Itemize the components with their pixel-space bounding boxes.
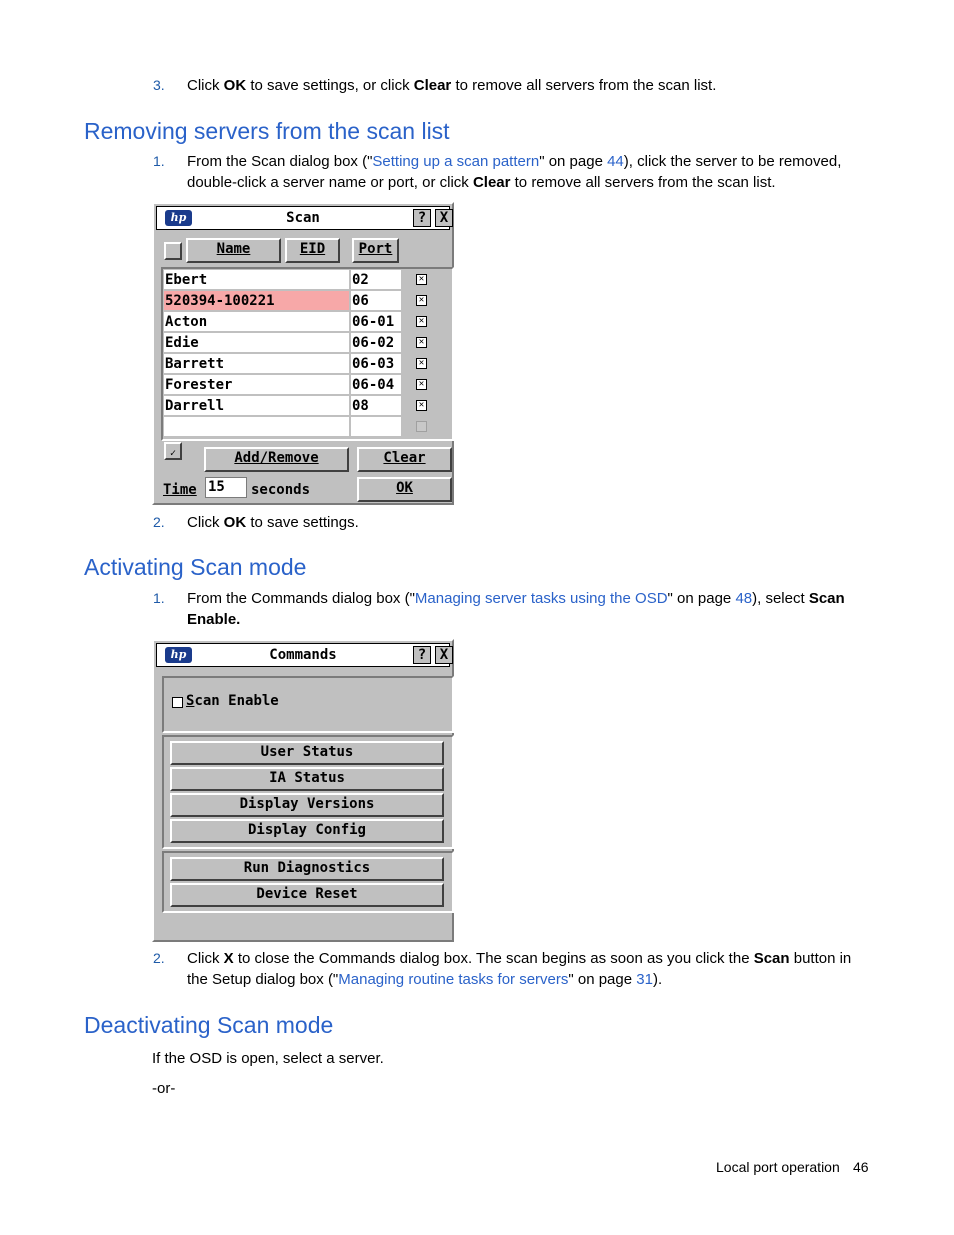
- server-port-cell[interactable]: 06: [351, 291, 401, 311]
- server-name-cell[interactable]: 520394-100221: [164, 291, 350, 311]
- scan-checkbox[interactable]: ✕: [416, 358, 427, 369]
- dialog-title: Commands: [269, 647, 337, 663]
- seconds-label: seconds: [251, 482, 311, 498]
- server-port-cell[interactable]: 06-02: [351, 333, 401, 353]
- table-row[interactable]: [163, 270, 452, 290]
- step-text: [187, 151, 867, 193]
- time-input[interactable]: 15: [205, 477, 247, 498]
- sort-name-button[interactable]: Name: [186, 238, 281, 263]
- step-text: [187, 512, 867, 533]
- text: ).: [652, 971, 663, 988]
- title-bar: [156, 206, 450, 230]
- scan-checkbox[interactable]: ✕: [416, 316, 427, 327]
- step-text: [187, 75, 867, 96]
- time-label: Time: [163, 482, 197, 498]
- help-button[interactable]: ?: [413, 209, 431, 227]
- sort-eid-button[interactable]: EID: [285, 238, 340, 263]
- scan-checkbox[interactable]: ✕: [416, 295, 427, 306]
- server-name-cell[interactable]: Darrell: [164, 396, 350, 416]
- text: to remove all servers from the scan list.: [510, 174, 776, 191]
- step-number: 2.: [153, 950, 165, 966]
- footer-label: Local port operation: [716, 1159, 840, 1175]
- step-text: [187, 948, 867, 990]
- server-name-cell[interactable]: [164, 417, 350, 437]
- status-group: [162, 735, 454, 849]
- text: Click: [187, 950, 224, 967]
- table-row[interactable]: [163, 312, 452, 332]
- title-bar: [156, 643, 450, 667]
- scan-enable-term: Scan Enable.: [187, 590, 845, 628]
- link-managing-server-tasks[interactable]: Managing server tasks using the OSD: [414, 590, 668, 607]
- text: Click: [187, 77, 224, 94]
- scan-dialog: [152, 202, 454, 505]
- device-reset-button[interactable]: Device Reset: [170, 883, 444, 907]
- step-text: [187, 588, 867, 630]
- server-name-cell[interactable]: Barrett: [164, 354, 350, 374]
- scan-enable-group: [162, 676, 454, 733]
- ok-term: OK: [223, 514, 247, 531]
- server-port-cell[interactable]: 08: [351, 396, 401, 416]
- link-page[interactable]: 48: [735, 590, 753, 607]
- text: to remove all servers from the scan list.: [451, 77, 717, 94]
- server-port-cell[interactable]: 02: [351, 270, 401, 290]
- clear-button[interactable]: Clear: [357, 447, 452, 472]
- scan-checkbox[interactable]: [416, 421, 427, 432]
- server-name-cell[interactable]: Edie: [164, 333, 350, 353]
- ok-button[interactable]: OK: [357, 477, 452, 502]
- user-status-button[interactable]: User Status: [170, 741, 444, 765]
- page-number: 46: [853, 1159, 869, 1175]
- server-port-cell[interactable]: 06-01: [351, 312, 401, 332]
- server-port-cell[interactable]: 06-03: [351, 354, 401, 374]
- paragraph: If the OSD is open, select a server.: [152, 1050, 384, 1067]
- server-port-cell[interactable]: [351, 417, 401, 437]
- text: Click: [187, 514, 224, 531]
- dialog-title: Scan: [286, 210, 320, 226]
- text: to save settings.: [246, 514, 359, 531]
- scan-checkbox[interactable]: ✕: [416, 274, 427, 285]
- server-port-cell[interactable]: 06-04: [351, 375, 401, 395]
- run-diagnostics-button[interactable]: Run Diagnostics: [170, 857, 444, 881]
- table-row[interactable]: [163, 291, 452, 311]
- table-row[interactable]: [163, 333, 452, 353]
- step-number: 3.: [153, 77, 165, 93]
- help-button[interactable]: ?: [413, 646, 431, 664]
- scan-enable-label[interactable]: Scan Enable: [186, 693, 279, 709]
- step-number: 2.: [153, 514, 165, 530]
- scan-checkbox[interactable]: ✕: [416, 379, 427, 390]
- step-number: 1.: [153, 590, 165, 606]
- link-managing-routine-tasks[interactable]: Managing routine tasks for servers: [338, 971, 569, 988]
- link-page[interactable]: 31: [636, 971, 653, 988]
- text: " on page: [667, 590, 736, 607]
- text: button in the Setup dialog box (": [187, 950, 852, 988]
- link-scan-pattern[interactable]: Setting up a scan pattern: [372, 153, 540, 170]
- text: to close the Commands dialog box. The scan begins as soon as you click the: [233, 950, 754, 967]
- hp-logo-icon: hp: [165, 210, 192, 226]
- sort-port-button[interactable]: Port: [352, 238, 399, 263]
- text: to save settings, or click: [246, 77, 414, 94]
- hp-logo-icon: hp: [165, 647, 192, 663]
- text: From the Commands dialog box (": [187, 590, 415, 607]
- add-remove-button[interactable]: Add/Remove: [204, 447, 349, 472]
- scan-checkbox[interactable]: ✕: [416, 400, 427, 411]
- clear-term: Clear: [413, 77, 452, 94]
- server-name-cell[interactable]: Ebert: [164, 270, 350, 290]
- select-all-toggle[interactable]: [164, 242, 182, 260]
- server-list: [161, 267, 454, 441]
- text: " on page: [568, 971, 637, 988]
- text: ), select: [752, 590, 809, 607]
- x-term: X: [223, 950, 234, 967]
- section-heading-activating: Activating Scan mode: [84, 554, 307, 580]
- table-row[interactable]: [163, 375, 452, 395]
- table-row[interactable]: [163, 354, 452, 374]
- table-row[interactable]: [163, 417, 452, 437]
- checkmark-toggle[interactable]: ✓: [164, 442, 182, 460]
- display-config-button[interactable]: Display Config: [170, 819, 444, 843]
- scan-enable-text: can Enable: [194, 693, 279, 709]
- close-button[interactable]: X: [435, 209, 453, 227]
- commands-dialog: [152, 639, 454, 942]
- text: " on page: [539, 153, 608, 170]
- server-name-cell[interactable]: Forester: [164, 375, 350, 395]
- section-heading-deactivating: Deactivating Scan mode: [84, 1012, 334, 1038]
- clear-term: Clear: [472, 174, 511, 191]
- text: ), click the server to be removed, double-click a server name or port, or click: [187, 153, 842, 191]
- table-row[interactable]: [163, 396, 452, 416]
- close-button[interactable]: X: [435, 646, 453, 664]
- ia-status-button[interactable]: IA Status: [170, 767, 444, 791]
- scan-enable-checkbox[interactable]: [172, 697, 183, 708]
- section-heading-removing: Removing servers from the scan list: [84, 118, 450, 144]
- scan-checkbox[interactable]: ✕: [416, 337, 427, 348]
- step-number: 1.: [153, 153, 165, 169]
- server-name-cell[interactable]: Acton: [164, 312, 350, 332]
- text: From the Scan dialog box (": [187, 153, 373, 170]
- ok-term: OK: [223, 77, 247, 94]
- scan-term: Scan: [753, 950, 790, 967]
- maintenance-group: [162, 851, 454, 913]
- link-page[interactable]: 44: [607, 153, 624, 170]
- display-versions-button[interactable]: Display Versions: [170, 793, 444, 817]
- paragraph-or: -or-: [152, 1080, 176, 1097]
